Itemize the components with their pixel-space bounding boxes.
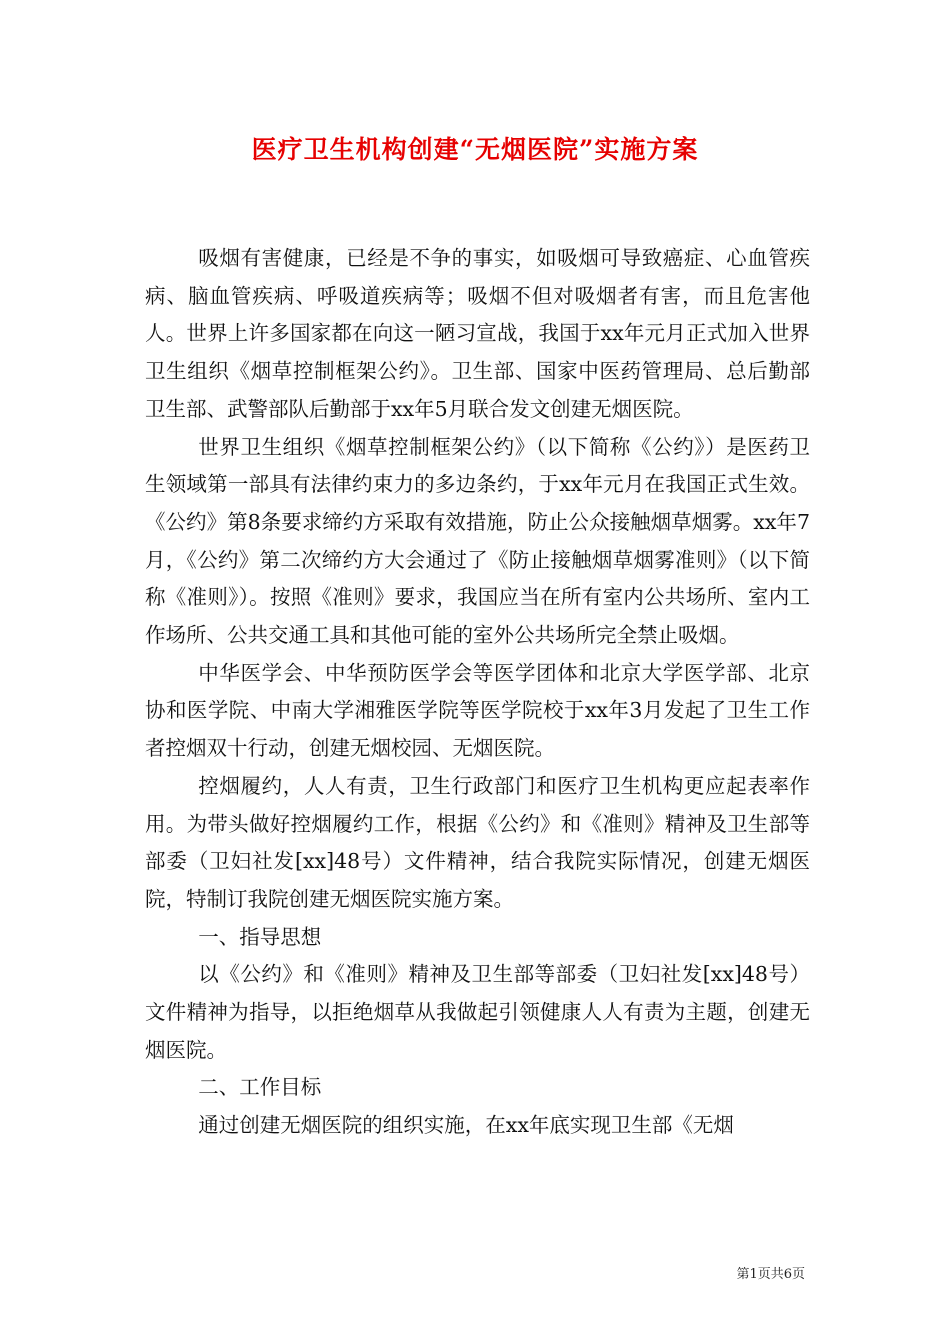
page-number: 第1页共6页 — [736, 1267, 805, 1282]
paragraph-convention: 世界卫生组织《烟草控制框架公约》（以下简称《公约》）是医药卫生领域第一部具有法律约束力的多边条约，于xx年元月在我国正式生效。《公约》第8条要求缔约方采取有效措施，防止公众接触烟草烟雾。xx年7月，《公约》第二次缔约方大会通过了《防止接触烟草烟雾准则》（以下简称《准则》）。按照《准则》要求，我国应当在所有室内公共场所、室内工作场所、公共交通工具和其他可能的室外公共场所完全禁止吸烟。 — [145, 434, 810, 648]
section-heading-guiding-ideology: 一、指导思想 — [198, 924, 322, 949]
section-heading-work-goals: 二、工作目标 — [198, 1075, 322, 1100]
paragraph-work-goals: 通过创建无烟医院的组织实施，在xx年底实现卫生部《无烟 — [198, 1113, 734, 1138]
paragraph-responsibility: 控烟履约，人人有责，卫生行政部门和医疗卫生机构更应起表率作用。为带头做好控烟履约工作，根据《公约》和《准则》精神及卫生部等部委（卫妇社发[xx]48号）文件精神，结合我院实际情况，创建无烟医院，特制订我院创建无烟医院实施方案。 — [145, 773, 810, 911]
document-title: 医疗卫生机构创建“无烟医院”实施方案 — [251, 135, 699, 164]
paragraph-intro: 吸烟有害健康，已经是不争的事实，如吸烟可导致癌症、心血管疾病、脑血管疾病、呼吸道疾病等；吸烟不但对吸烟者有害，而且危害他人。世界上许多国家都在向这一陋习宣战，我国于xx年元月正式加入世界卫生组织《烟草控制框架公约》。卫生部、国家中医药管理局、总后勤部卫生部、武警部队后勤部于xx年5月联合发文创建无烟医院。 — [145, 246, 810, 421]
paragraph-guiding-ideology: 以《公约》和《准则》精神及卫生部等部委（卫妇社发[xx]48号）文件精神为指导，以拒绝烟草从我做起引领健康人人有责为主题，创建无烟医院。 — [145, 962, 810, 1062]
document-body — [145, 240, 810, 1145]
paragraph-medical-associations: 中华医学会、中华预防医学会等医学团体和北京大学医学部、北京协和医学院、中南大学湘雅医学院等医学院校于xx年3月发起了卫生工作者控烟双十行动，创建无烟校园、无烟医院。 — [145, 660, 810, 761]
